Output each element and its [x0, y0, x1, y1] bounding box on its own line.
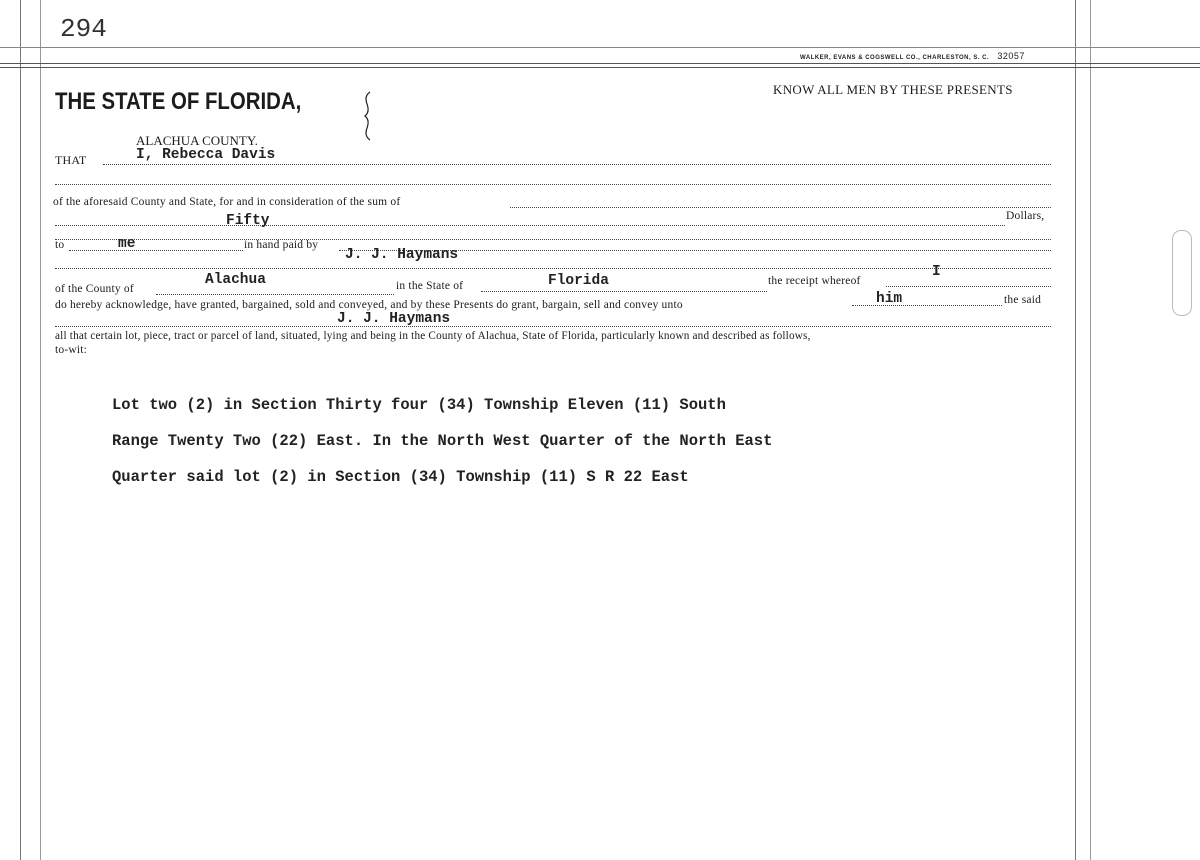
- grantee-entry: J. J. Haymans: [337, 311, 451, 327]
- state-entry: Florida: [548, 273, 609, 289]
- grantor-line: [103, 164, 1051, 165]
- header-rule-top: [0, 47, 1200, 48]
- all-that-clause-line1: all that certain lot, piece, tract or parcel of land, situated, lying and being in the County of Alachua, State of Florida, particularly known and described as follows,: [55, 330, 811, 342]
- acknowledge-clause: do hereby acknowledge, have granted, bargained, sold and conveyed, and by these Presents do grant, bargain, sell and convey unto: [55, 299, 683, 311]
- county-state-clause: of the aforesaid County and State, for and in consideration of the sum of: [53, 196, 401, 208]
- brace-mark: [362, 90, 374, 142]
- blank-line-1: [55, 184, 1051, 185]
- left-margin-rule-inner: [40, 0, 41, 860]
- receipt-entry: I: [932, 264, 941, 280]
- state-line: [481, 291, 767, 292]
- left-margin-rule: [20, 0, 21, 860]
- paid-by-line-2: [55, 268, 1051, 269]
- grantor-entry: I, Rebecca Davis: [136, 147, 276, 163]
- county-line: [156, 294, 394, 295]
- page-number: 294: [60, 14, 107, 44]
- header-rule: [0, 63, 1200, 64]
- state-heading: THE STATE OF FLORIDA,: [55, 88, 302, 115]
- description-line-1: Lot two (2) in Section Thirty four (34) Township Eleven (11) South: [112, 396, 726, 414]
- description-line-2: Range Twenty Two (22) East. In the North West Quarter of the North East: [112, 432, 773, 450]
- county-heading: ALACHUA COUNTY.: [136, 133, 258, 148]
- sum-line: [55, 225, 1005, 226]
- description-line-3: Quarter said lot (2) in Section (34) Township (11) S R 22 East: [112, 468, 689, 486]
- receipt-line: [886, 286, 1051, 287]
- know-all-men: KNOW ALL MEN BY THESE PRESENTS: [773, 82, 1013, 97]
- of-county-label: of the County of: [55, 283, 134, 295]
- consideration-line: [510, 207, 1051, 208]
- hand-paid-label: in hand paid by: [244, 239, 319, 251]
- that-label: THAT: [55, 153, 87, 167]
- header-rule-double: [0, 67, 1200, 68]
- paid-to-entry: me: [118, 236, 136, 252]
- dollars-label: Dollars,: [1006, 210, 1045, 222]
- to-label: to: [55, 239, 65, 251]
- sum-entry: Fifty: [226, 213, 270, 229]
- printer-name: WALKER, EVANS & COGSWELL CO., CHARLESTON, S. C.: [800, 55, 990, 61]
- form-number: 32057: [997, 51, 1025, 61]
- convey-unto-line: [852, 305, 1002, 306]
- paid-to-line: [69, 250, 243, 251]
- printer-imprint: [800, 51, 1025, 61]
- grantee-line: [55, 326, 1051, 327]
- right-margin-rule: [1075, 0, 1076, 860]
- receipt-label: the receipt whereof: [768, 275, 861, 287]
- county-entry: Alachua: [205, 272, 266, 288]
- in-state-label: in the State of: [396, 280, 464, 292]
- the-said-label: the said: [1004, 294, 1042, 306]
- convey-unto-entry: him: [876, 291, 903, 307]
- paid-by-entry: J. J. Haymans: [345, 247, 459, 263]
- all-that-clause-line2: to-wit:: [55, 344, 88, 356]
- sum-line-2: [55, 239, 1051, 240]
- binder-hole: [1172, 230, 1192, 316]
- right-margin-rule-outer: [1090, 0, 1091, 860]
